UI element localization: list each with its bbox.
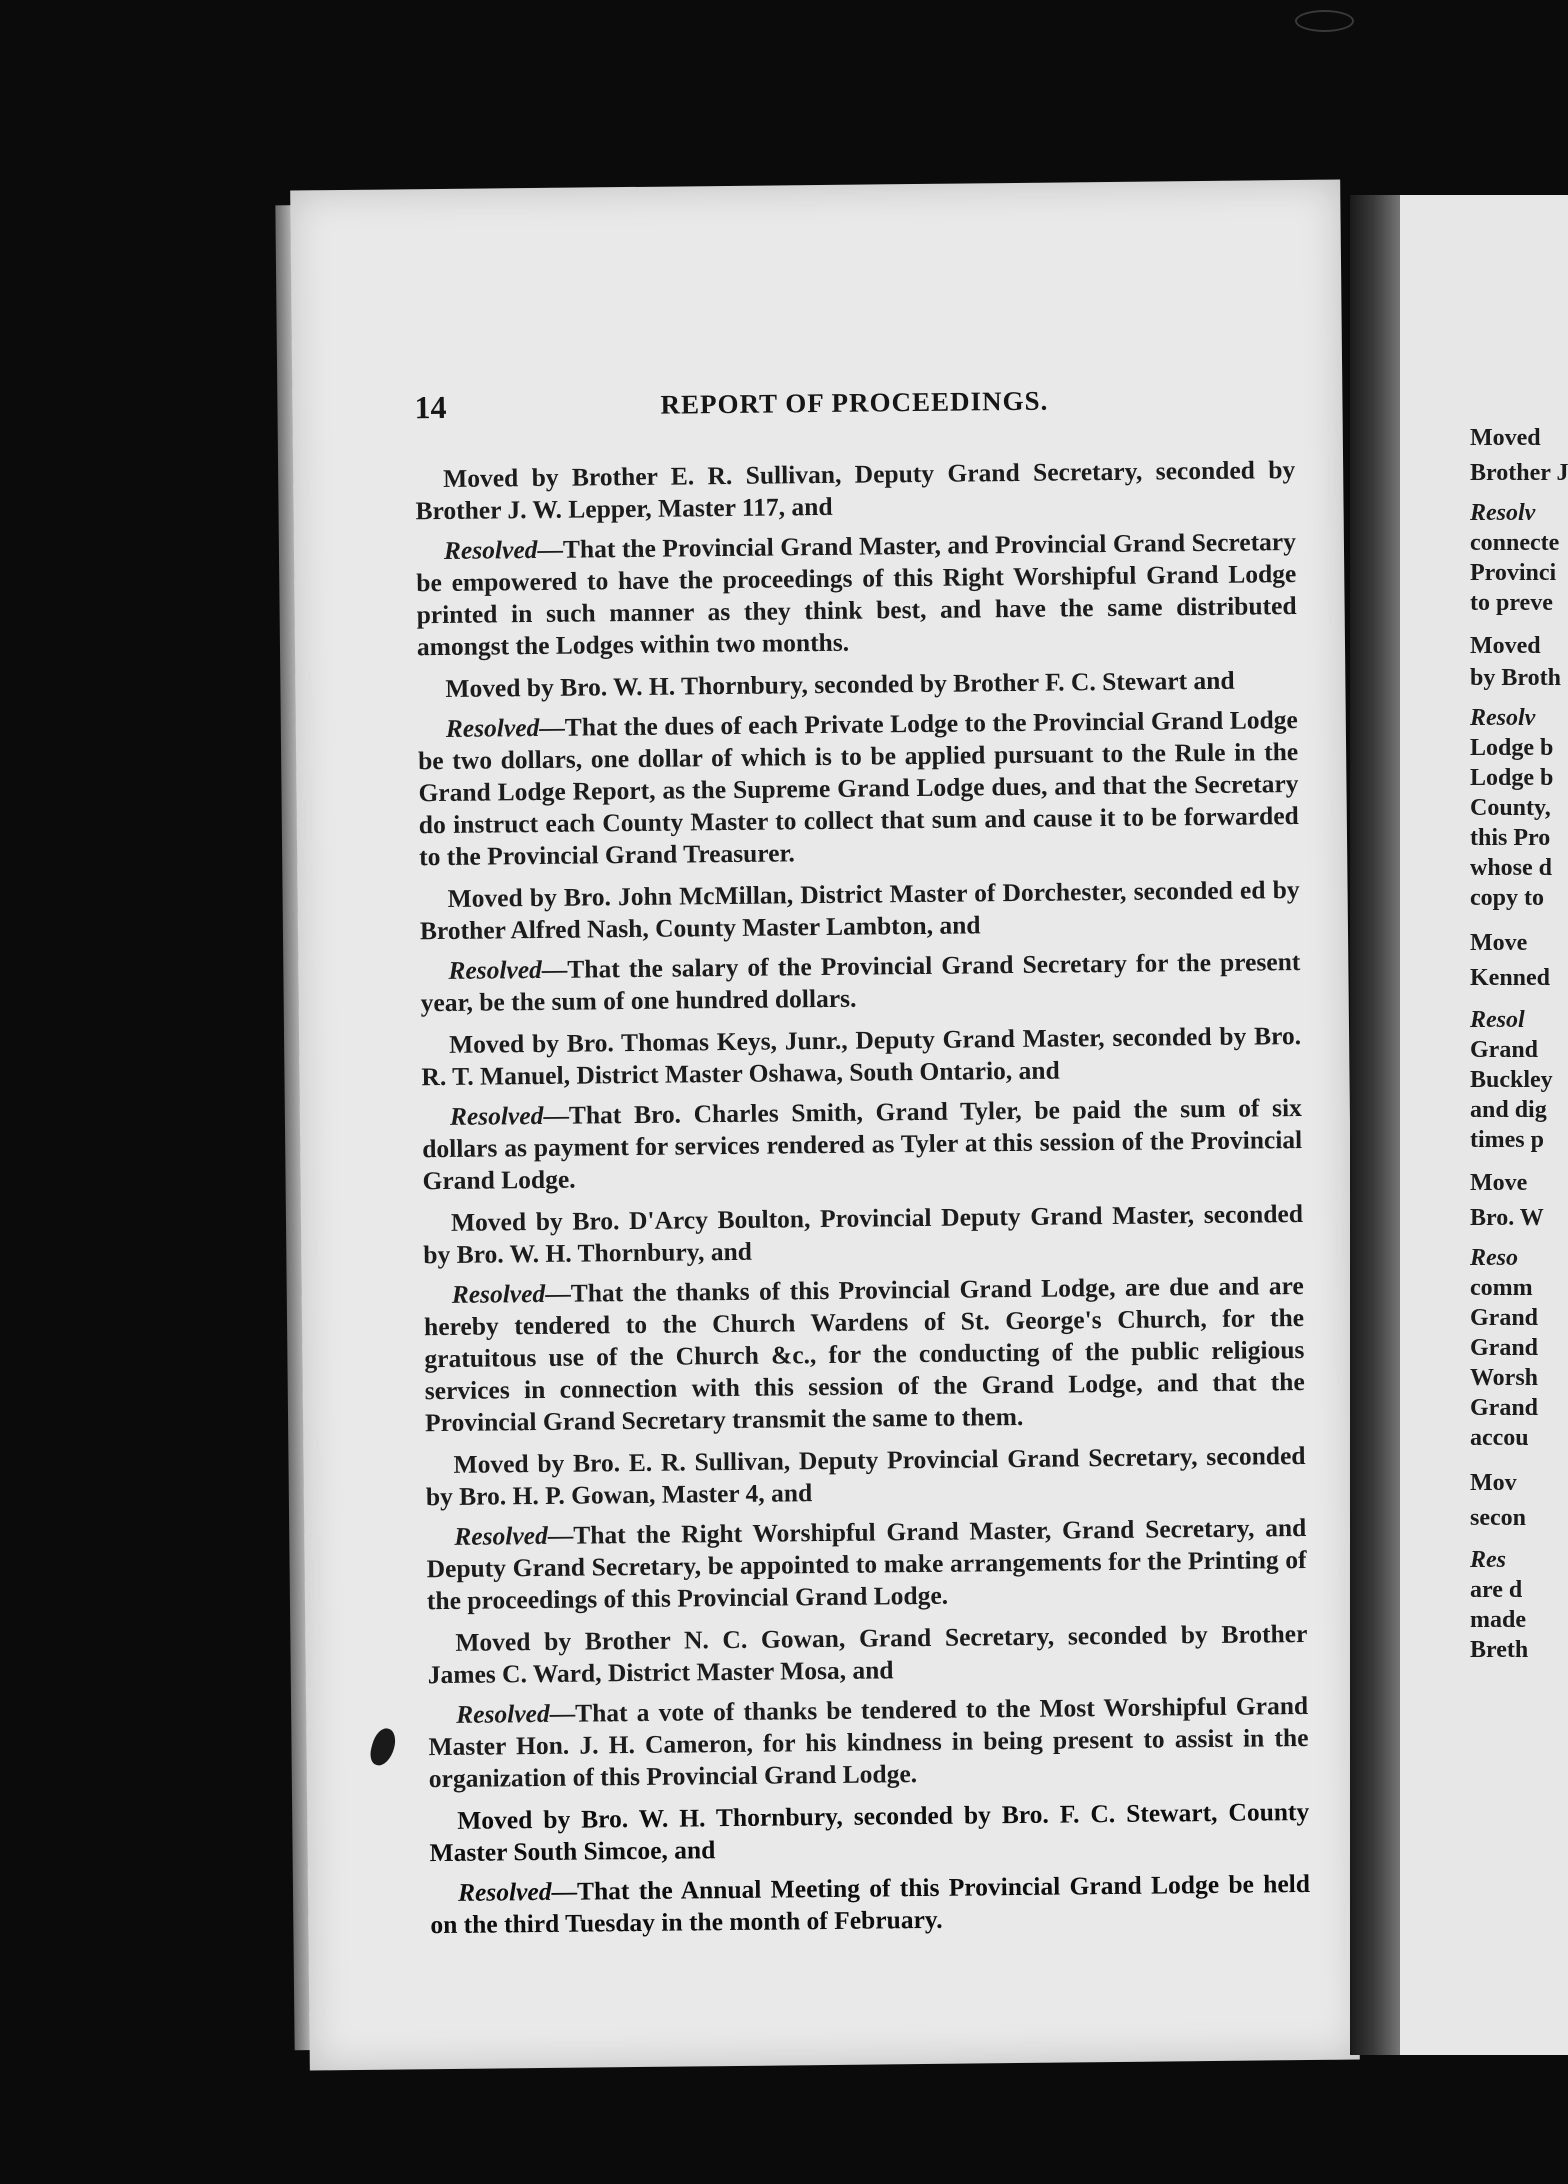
- motion-moved-text: Moved by Bro. Thomas Keys, Junr., Deputy Grand Master, seconded by Bro. R. T. Manuel, District Master Oshawa, South Ontario, and: [421, 1021, 1302, 1092]
- facing-page-line: Res: [1470, 1547, 1506, 1573]
- motion-resolution: [424, 1270, 1306, 1439]
- facing-page-line: Grand: [1470, 1395, 1539, 1421]
- facing-page-line: County,: [1470, 795, 1551, 821]
- resolved-label: Resolved: [451, 1278, 546, 1309]
- facing-page-line: Kenned: [1470, 965, 1551, 991]
- resolved-label: Resolved: [449, 1100, 544, 1131]
- facing-page-line: made: [1470, 1607, 1526, 1633]
- facing-page-line: this Pro: [1470, 825, 1551, 851]
- facing-page-line: Bro. W: [1470, 1205, 1544, 1231]
- facing-page: [1400, 195, 1568, 2055]
- facing-page-line: Breth: [1470, 1637, 1529, 1663]
- facing-page-line: copy to: [1470, 885, 1544, 911]
- resolved-label: Resolved: [448, 954, 542, 985]
- resolved-label: Resolved: [455, 1698, 550, 1729]
- facing-page-line: Provinci: [1470, 560, 1557, 586]
- resolved-label: Resolved: [457, 1876, 552, 1907]
- resolved-label: Resolved: [445, 712, 540, 743]
- resolved-label: Resolved: [443, 534, 538, 565]
- facing-page-line: whose d: [1470, 855, 1553, 881]
- resolved-text: —That the thanks of this Provincial Grand Lodge, are due and are hereby tendered to the Church Wardens of St. George's Church, for the gratuitous use of the Church &c., for the conducting of the public religious services in connection with this session of the Grand Lodge, and that the Provincial Grand Secretary transmit the same to them.: [423, 1270, 1305, 1438]
- facing-page-line: Mov: [1470, 1470, 1517, 1496]
- facing-page-line: Reso: [1470, 1245, 1518, 1271]
- page-header: [414, 380, 1295, 449]
- motion-entry: [429, 1796, 1310, 1941]
- motion-moved-text: Moved by Brother N. C. Gowan, Grand Secretary, seconded by Brother James C. Ward, District Master Mosa, and: [427, 1618, 1308, 1690]
- motion-resolution: [416, 526, 1297, 663]
- motion-entry: [417, 664, 1299, 873]
- motion-resolution: [418, 704, 1300, 873]
- facing-page-line: and dig: [1470, 1097, 1547, 1123]
- motion-moved-text: Moved by Bro. W. H. Thornbury, seconded by Brother F. C. Stewart and: [445, 665, 1235, 703]
- book-page: [290, 180, 1360, 2071]
- resolved-text: —That the Right Worshipful Grand Master, Grand Secretary, and Deputy Grand Secretary, be appointed to make arrangements for the Printing of the proceedings of this Provincial Grand Lodge.: [426, 1512, 1307, 1616]
- facing-page-line: times p: [1470, 1127, 1544, 1153]
- motion-resolution: [420, 946, 1301, 1019]
- facing-page-line: are d: [1470, 1577, 1523, 1603]
- motion-entry: [423, 1198, 1305, 1439]
- facing-page-line: Move: [1470, 1170, 1528, 1196]
- motion-moved-text: Moved by Bro. W. H. Thornbury, seconded by Bro. F. C. Stewart, County Master South Simcoe, and: [429, 1796, 1310, 1868]
- proceedings-entries: [415, 454, 1310, 1941]
- facing-page-line: Grand: [1470, 1305, 1539, 1331]
- motion-moved-text: Moved by Bro. D'Arcy Boulton, Provincial Deputy Grand Master, seconded by Bro. W. H. Thornbury, and: [423, 1199, 1304, 1270]
- facing-page-line: Resolv: [1470, 705, 1536, 731]
- resolved-text: —That the Annual Meeting of this Provincial Grand Lodge be held on the third Tuesday in the month of February.: [430, 1868, 1311, 1940]
- facing-page-line: Worsh: [1470, 1365, 1539, 1391]
- facing-page-line: Resol: [1470, 1007, 1525, 1033]
- resolved-text: —That Bro. Charles Smith, Grand Tyler, be paid the sum of six dollars as payment for services rendered as Tyler at this session of the Provincial Grand Lodge.: [422, 1093, 1303, 1196]
- facing-page-line: Brother J: [1470, 460, 1568, 486]
- facing-page-line: connecte: [1470, 530, 1560, 556]
- resolved-text: —That the dues of each Private Lodge to the Provincial Grand Lodge be two dollars, one dollar of which is to be applied pursuant to the Rule in the Grand Lodge Report, as the Supreme Grand Lodge dues, and that the Secretary do instruct each County Master to collect that sum and cause it to be forwarded to the Provincial Grand Treasurer.: [418, 705, 1299, 872]
- motion-entry: [419, 874, 1300, 1019]
- gutter-shadow: [1350, 195, 1402, 2055]
- page-number: 14: [414, 388, 447, 426]
- motion-entry: [415, 454, 1297, 663]
- facing-page-line: Lodge b: [1470, 765, 1554, 791]
- motion-entry: [421, 1020, 1303, 1197]
- facing-page-line: secon: [1470, 1505, 1526, 1531]
- facing-page-line: Resolv: [1470, 500, 1536, 526]
- facing-page-line: Move: [1470, 930, 1528, 956]
- motion-moved-text: Moved by Bro. E. R. Sullivan, Deputy Provincial Grand Secretary, seconded by Bro. H. P. Gowan, Master 4, and: [425, 1440, 1306, 1512]
- scan-artifact: [1295, 10, 1354, 32]
- motion-resolution: [428, 1690, 1309, 1795]
- facing-page-line: Lodge b: [1470, 735, 1554, 761]
- running-head: REPORT OF PROCEEDINGS.: [660, 385, 1049, 420]
- resolved-text: —That the Provincial Grand Master, and Provincial Grand Secretary be empowered to have the proceedings of this Right Worshipful Grand Lodge printed in such manner as they think best, and have the same distributed amongst the Lodges within two months.: [416, 527, 1297, 662]
- resolved-text: —That a vote of thanks be tendered to the Most Worshipful Grand Master Hon. J. H. Cameron, for his kindness in being present to assist in the organization of this Provincial Grand Lodge.: [428, 1690, 1309, 1794]
- motion-entry: [427, 1618, 1309, 1795]
- facing-page-line: Buckley: [1470, 1067, 1553, 1093]
- page-content: [414, 380, 1310, 1951]
- facing-page-line: accou: [1470, 1425, 1529, 1451]
- motion-entry: [425, 1440, 1307, 1617]
- resolved-label: Resolved: [454, 1520, 548, 1551]
- motion-resolution: [430, 1868, 1311, 1941]
- facing-page-line: Moved: [1470, 425, 1541, 451]
- facing-page-line: by Broth: [1470, 665, 1561, 691]
- motion-resolution: [426, 1512, 1307, 1617]
- motion-resolution: [422, 1092, 1303, 1197]
- facing-page-line: Grand: [1470, 1037, 1539, 1063]
- motion-moved-text: Moved by Brother E. R. Sullivan, Deputy Grand Secretary, seconded by Brother J. W. Lepper, Master 117, and: [415, 455, 1296, 526]
- motion-moved-text: Moved by Bro. John McMillan, District Master of Dorchester, seconded ed by Brother Alfred Nash, County Master Lambton, and: [419, 875, 1300, 946]
- facing-page-line: to preve: [1470, 590, 1553, 616]
- facing-page-line: Moved: [1470, 633, 1541, 659]
- facing-page-line: Grand: [1470, 1335, 1539, 1361]
- resolved-text: —That the salary of the Provincial Grand Secretary for the present year, be the sum of one hundred dollars.: [420, 947, 1301, 1018]
- facing-page-line: comm: [1470, 1275, 1533, 1301]
